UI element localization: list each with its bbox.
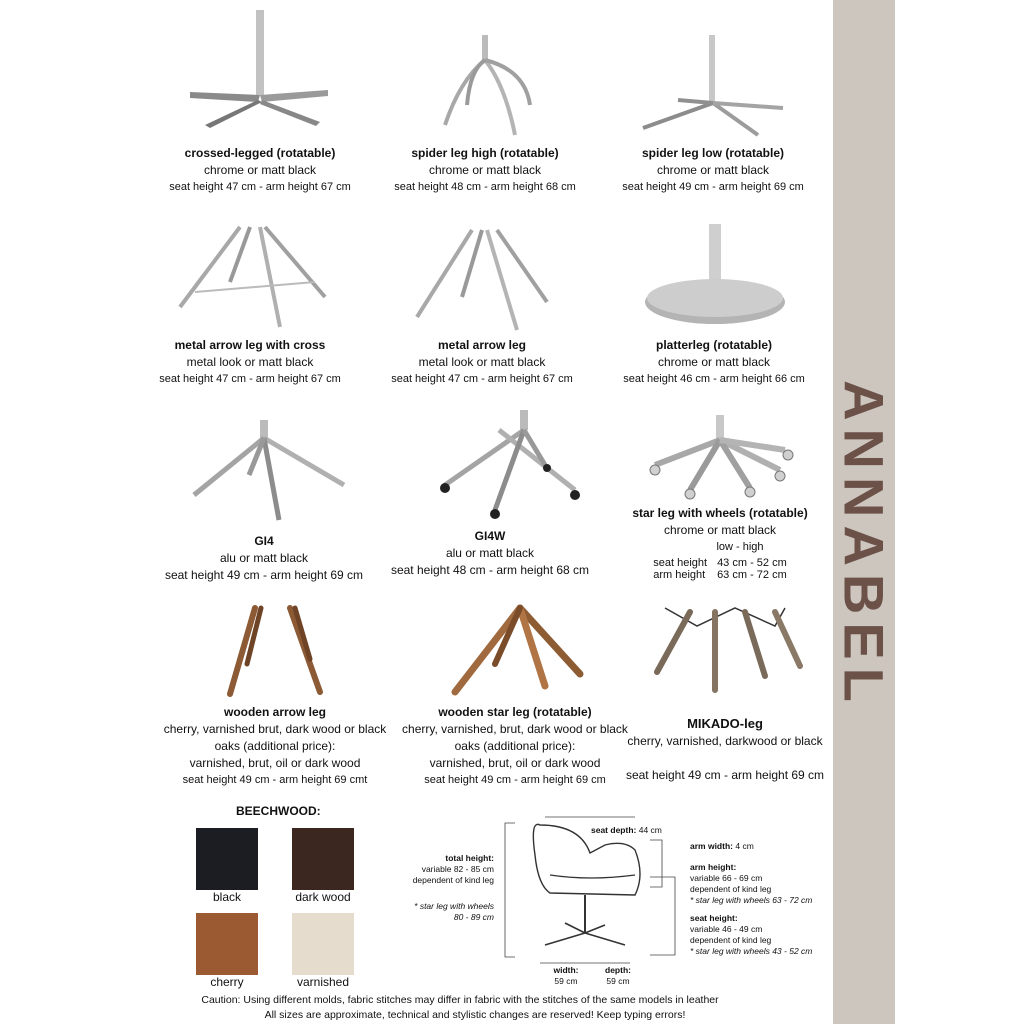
leg-dims: seat height 48 cm - arm height 68 cm [394,181,576,193]
brand-title: ANNABEL [832,380,896,710]
leg-dims: seat height 47 cm - arm height 67 cm [169,181,351,193]
leg-item-metal-arrow-cross [120,222,380,385]
total-height-note: * star leg with wheels 80 - 89 cm [414,901,494,922]
crossed-leg-illustration [180,10,340,140]
leg-dims: seat height 47 cm - arm height 67 cm [391,373,573,385]
swatch-label: dark wood [295,890,351,904]
dimension-diagram [400,815,830,995]
leg-dims: seat height 49 cm - arm height 69 cm [424,774,606,786]
leg-item-platterleg [584,222,844,385]
leg-finish: chrome or matt black [657,355,771,369]
leg-dims: seat height 46 cm - arm height 66 cm [623,373,805,385]
leg-dims: seat height 47 cm - arm height 67 cm [159,373,341,385]
swatch-label: black [212,890,241,904]
leg-item-metal-arrow [352,222,612,385]
leg-item-mikado [595,604,855,782]
leg-finish: chrome or matt black [656,163,770,177]
leg-finish: chrome or matt black [428,163,542,177]
swatch-black [196,828,258,904]
leg-item-crossed-legged [130,10,390,193]
leg-height-table [653,557,787,581]
arm-height-text: arm height: variable 66 - 69 cm dependent of kind leg * star leg with wheels 63 - 72 cm [690,862,813,905]
leg-dims: seat height 49 cm - arm height 69 cm [622,181,804,193]
arm-height-value: 63 cm - 72 cm [717,569,787,581]
leg-extra-1: oaks (additional price): [214,739,336,753]
swatch-label: cherry [210,975,244,989]
swatch-cherry [196,913,258,989]
seat-height-value: 43 cm - 52 cm [717,557,787,569]
spider-high-illustration [405,10,565,140]
leg-finish: alu or matt black [445,546,535,560]
wooden-arrow-illustration [195,604,355,699]
leg-finish: alu or matt black [219,551,309,565]
mikado-illustration [635,604,815,714]
arm-height-label: arm height [653,569,706,581]
arm-width-text: arm width: 4 cm [690,841,754,851]
footer-caution: Caution: Using different molds, fabric stitches may differ in fabric with the stitches of the same models in leather [201,994,719,1006]
depth-text: depth: 59 cm [605,965,631,986]
leg-dims: seat height 48 cm - arm height 68 cm [390,563,590,577]
leg-extra-1: oaks (additional price): [454,739,576,753]
leg-finish: cherry, varnished, darkwood or black [627,734,823,748]
leg-finish: cherry, varnished, brut, dark wood or black [402,722,628,736]
leg-extra-2: varnished, brut, oil or dark wood [189,756,361,770]
leg-name: spider leg high (rotatable) [411,146,559,160]
beechwood-title: BEECHWOOD: [236,804,321,818]
total-height-text: total height: variable 82 - 85 cm dependent of kind leg [412,853,494,885]
swatch-label: varnished [296,975,350,989]
leg-finish: chrome or matt black [663,523,777,537]
gi4w-illustration [400,410,580,525]
star-wheels-illustration [630,410,810,500]
seat-depth-text: seat depth: 44 cm [591,825,662,835]
leg-dims: seat height 49 cm - arm height 69 cm [164,568,364,582]
leg-item-star-wheels [590,410,850,581]
swatch-color [292,828,354,890]
leg-item-wooden-arrow [145,604,405,786]
spider-low-illustration [633,10,793,140]
leg-dims: seat height 49 cm - arm height 69 cm [625,768,825,782]
leg-name: platterleg (rotatable) [655,338,772,352]
leg-item-gi4 [134,420,394,582]
leg-finish: cherry, varnished brut, dark wood or black [163,722,387,736]
leg-dims: seat height 49 cm - arm height 69 cmt [182,774,368,786]
swatch-color [196,828,258,890]
swatch-color [292,913,354,975]
platter-illustration [629,222,799,332]
leg-name: MIKADO-leg [687,716,763,731]
wooden-star-illustration [425,604,605,699]
swatch-color [196,913,258,975]
leg-name: metal arrow leg with cross [174,338,326,352]
seat-height-label: seat height [653,557,708,569]
leg-item-gi4w [360,410,620,577]
leg-item-spider-low [583,10,843,193]
leg-finish: metal look or matt black [418,355,546,369]
leg-extra-2: varnished, brut, oil or dark wood [429,756,601,770]
width-text: width: 59 cm [553,965,579,986]
leg-name: crossed-legged (rotatable) [184,146,336,160]
leg-name: wooden arrow leg [223,705,326,719]
leg-finish: metal look or matt black [186,355,314,369]
arrow-illustration [397,222,567,332]
leg-name: GI4 [254,534,274,548]
seat-height-text: seat height: variable 46 - 49 cm dependent of kind leg * star leg with wheels 43 - 52 cm [690,913,813,956]
leg-name: spider leg low (rotatable) [641,146,785,160]
swatch-varnished [292,913,354,989]
leg-name: star leg with wheels (rotatable) [632,506,808,520]
footer-disclaimer: All sizes are approximate, technical and stylistic changes are reserved! Keep typing errors! [264,1009,686,1021]
arrow-cross-illustration [165,222,335,332]
swatch-dark-wood [292,828,354,904]
leg-low-high: low - high [716,541,764,553]
leg-name: metal arrow leg [437,338,527,352]
leg-name: wooden star leg (rotatable) [438,705,592,719]
leg-finish: chrome or matt black [203,163,317,177]
gi4-illustration [174,420,354,530]
leg-item-spider-high [355,10,615,193]
leg-name: GI4W [474,529,506,543]
